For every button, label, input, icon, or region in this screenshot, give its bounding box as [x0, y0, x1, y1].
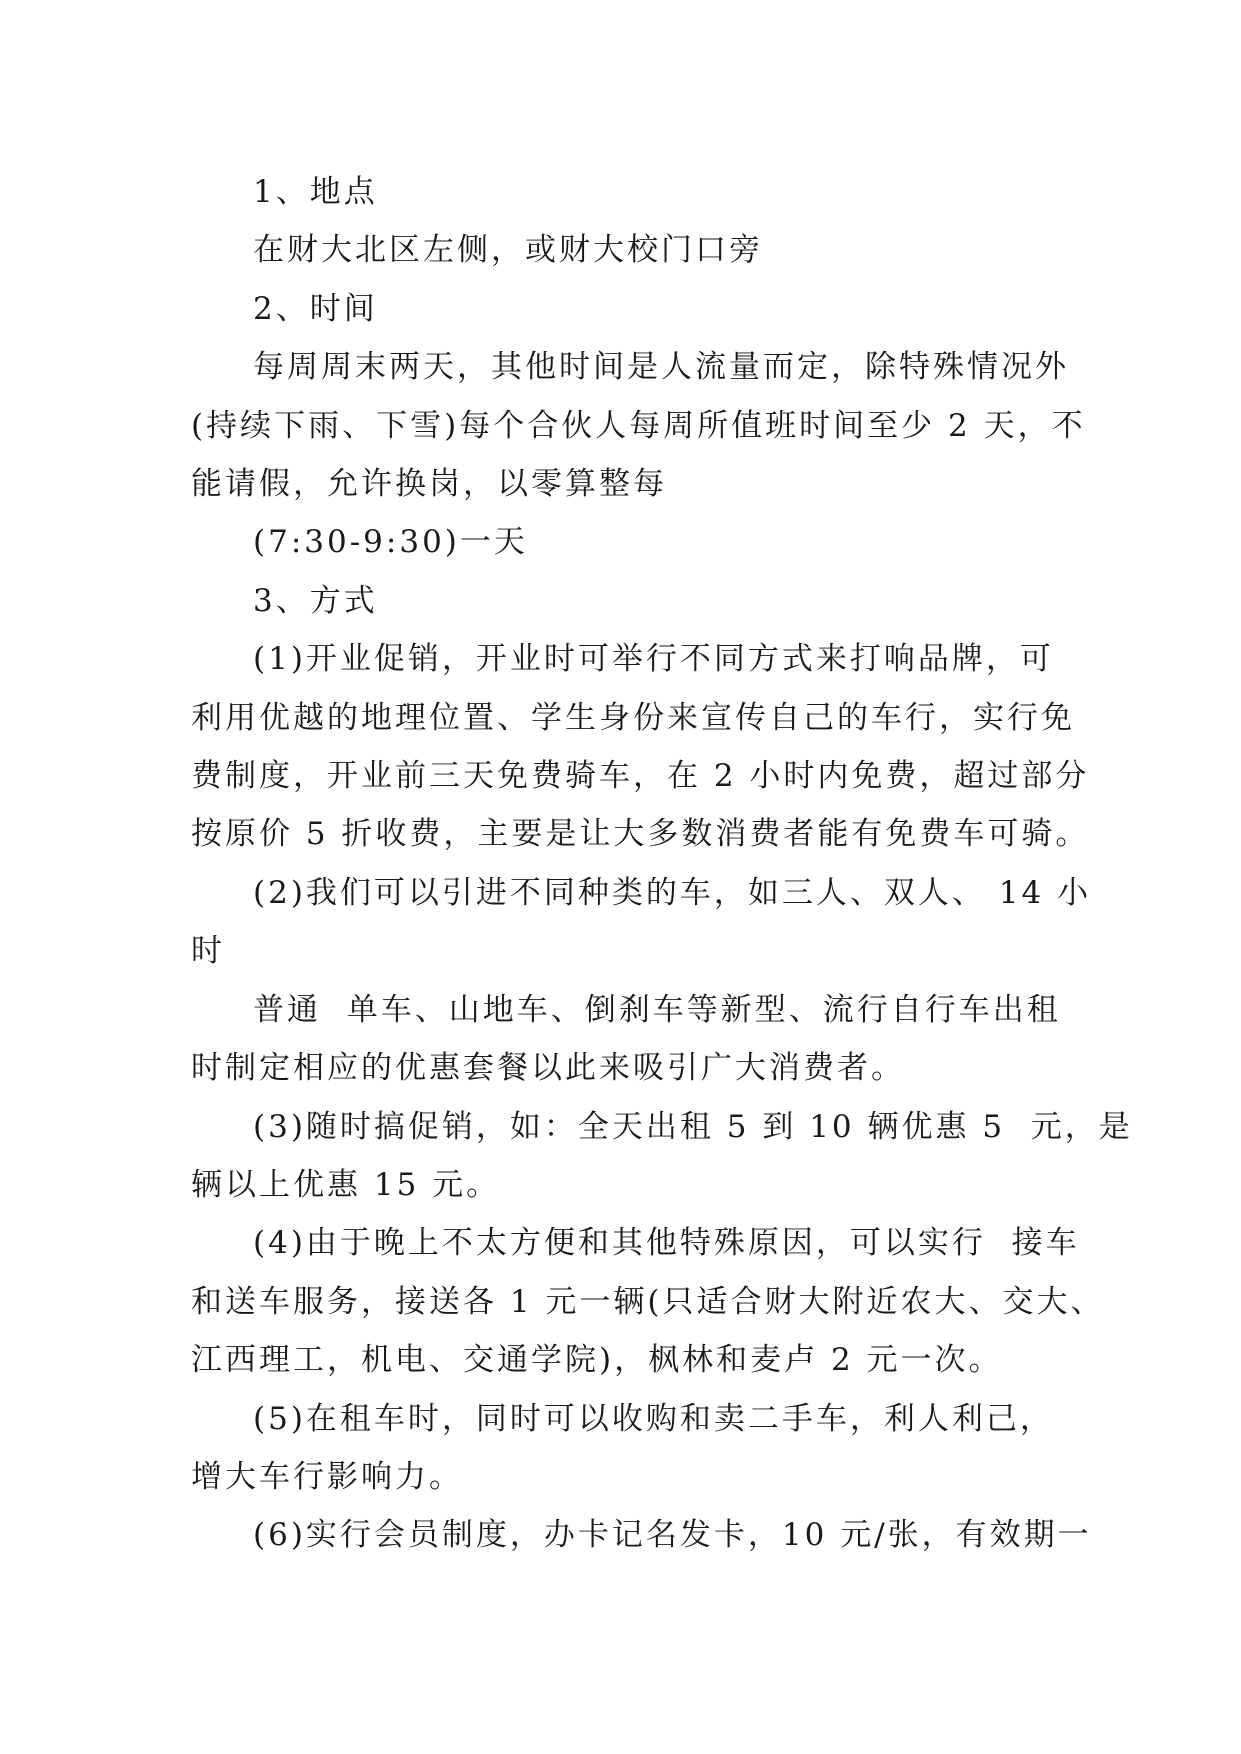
- text-line: (4)由于晚上不太方便和其他特殊原因，可以实行 接车: [253, 1225, 1080, 1262]
- paragraph: [191, 864, 1092, 981]
- text-line: 时: [191, 933, 225, 970]
- text-line: 普通 单车、山地车、倒刹车等新型、流行自行车出租: [253, 991, 1061, 1028]
- text-line: 江西理工，机电、交通学院)，枫林和麦卢 2 元一次。: [191, 1342, 1003, 1379]
- paragraph: [191, 572, 1061, 630]
- paragraph: [191, 630, 1090, 864]
- text-line: 增大车行影响力。: [191, 1458, 463, 1495]
- text-line: (持续下雨、下雪)每个合伙人每周所值班时间至少 2 天，不: [191, 407, 1086, 444]
- document-body: [191, 163, 1133, 1565]
- text-line: 能请假，允许换岗，以零算整每: [191, 466, 667, 503]
- text-line: (5)在租车时，同时可以收购和卖二手车，利人利己，: [253, 1400, 1054, 1437]
- paragraph: [191, 513, 1061, 571]
- text-line: (3)随时搞促销，如：全天出租 5 到 10 辆优惠 5 元，是: [253, 1108, 1133, 1145]
- text-line: 2、时间: [253, 290, 378, 327]
- text-line: 利用优越的地理位置、学生身份来宣传自己的车行，实行免: [191, 699, 1075, 736]
- text-line: 3、方式: [253, 582, 378, 619]
- paragraph: [191, 280, 1061, 338]
- text-line: (7:30-9:30)一天: [253, 524, 528, 561]
- paragraph: [191, 1214, 1105, 1389]
- paragraph: [191, 338, 1086, 513]
- paragraph: [191, 1390, 1061, 1507]
- text-line: 时制定相应的优惠套餐以此来吸引广大消费者。: [191, 1050, 905, 1087]
- text-line: (6)实行会员制度，办卡记名发卡，10 元/张，有效期一: [253, 1517, 1092, 1554]
- paragraph: [191, 221, 1061, 279]
- text-line: 每周周末两天，其他时间是人流量而定，除特殊情况外: [253, 349, 1069, 386]
- text-line: 在财大北区左侧，或财大校门口旁: [253, 232, 763, 269]
- text-line: 费制度，开业前三天免费骑车，在 2 小时内免费，超过部分: [191, 758, 1090, 795]
- text-line: (2)我们可以引进不同种类的车，如三人、双人、 14 小: [253, 874, 1092, 911]
- text-line: 按原价 5 折收费，主要是让大多数消费者能有免费车可骑。: [191, 816, 1090, 853]
- text-line: 和送车服务，接送各 1 元一辆(只适合财大附近农大、交大、: [191, 1283, 1105, 1320]
- text-line: (1)开业促销，开业时可举行不同方式来打响品牌，可: [253, 641, 1054, 678]
- text-line: 辆以上优惠 15 元。: [191, 1166, 501, 1203]
- paragraph: [191, 1506, 1092, 1564]
- paragraph: [191, 981, 1061, 1098]
- text-line: 1、地点: [253, 174, 378, 210]
- paragraph: [191, 1098, 1133, 1215]
- paragraph: [191, 163, 1061, 221]
